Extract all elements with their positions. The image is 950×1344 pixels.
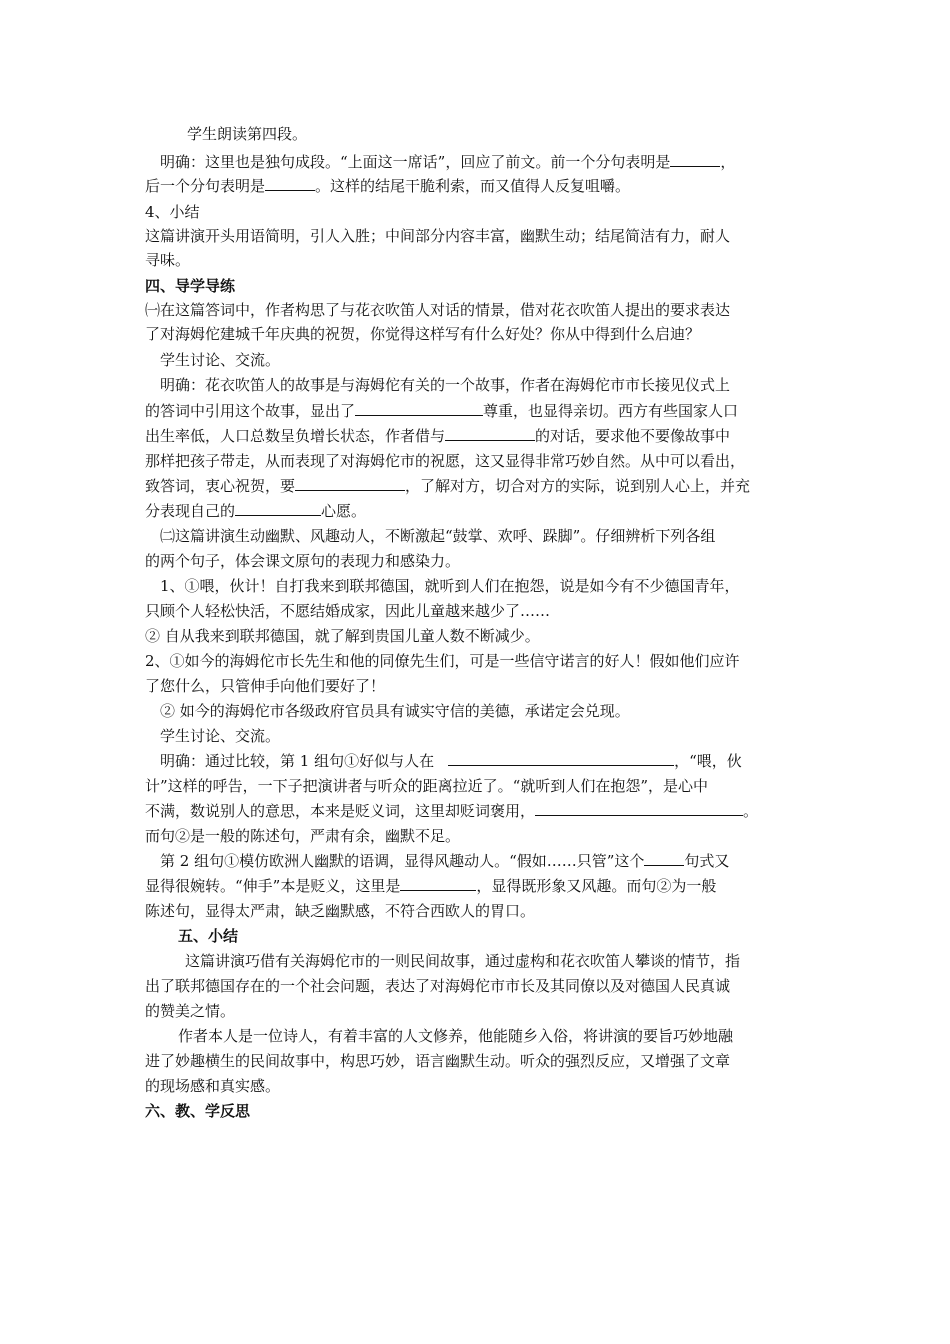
fill-blank xyxy=(400,875,476,891)
text-line: 明确：通过比较，第 1 组句①好似与人在 ，“喂，伙 xyxy=(160,752,742,770)
text-line: 的现场感和真实感。 xyxy=(145,1077,281,1095)
text-line: 学生朗读第四段。 xyxy=(187,125,308,143)
text-line: 不满，数说别人的意思，本来是贬义词，这里却贬词褒用， 。 xyxy=(145,802,759,820)
text-line: 1、①喂，伙计！自打我来到联邦德国，就听到人们在抱怨，说是如今有不少德国青年， xyxy=(160,577,740,595)
text-line: 2、①如今的海姆佗市长先生和他的同僚先生们，可是一些信守诺言的好人！假如他们应许 xyxy=(145,652,740,670)
text-line: 那样把孩子带走，从而表现了对海姆佗市的祝愿，这又显得非常巧妙自然。从中可以看出， xyxy=(145,452,746,470)
section-heading: 五、小结 xyxy=(178,927,239,945)
text-line: 出了联邦德国存在的一个社会问题，表达了对海姆佗市市长及其同僚以及对德国人民真诚 xyxy=(145,977,731,995)
fill-blank xyxy=(535,800,743,816)
text-line: 明确：花衣吹笛人的故事是与海姆佗有关的一个故事，作者在海姆佗市市长接见仪式上 xyxy=(160,376,731,394)
text-line: ㈠在这篇答词中，作者构思了与花衣吹笛人对话的情景，借对花衣吹笛人提出的要求表达 xyxy=(145,301,731,319)
text-line: 的赞美之情。 xyxy=(145,1002,236,1020)
text-line: 只顾个人轻松快活，不愿结婚成家，因此儿童越来越少了…… xyxy=(145,602,551,620)
fill-blank xyxy=(235,500,321,516)
fill-blank xyxy=(445,425,535,441)
text-line: 显得很婉转。“伸手”本是贬义，这里是 ，显得既形象又风趣。而句②为一般 xyxy=(145,877,717,895)
section-heading: 四、导学导练 xyxy=(145,277,236,295)
text-line: 的两个句子，体会课文原句的表现力和感染力。 xyxy=(145,552,461,570)
text-line: 学生讨论、交流。 xyxy=(160,351,281,369)
fill-blank xyxy=(295,475,405,491)
text-line: 而句②是一般的陈述句，严肃有余，幽默不足。 xyxy=(145,827,461,845)
text-line: 致答词，衷心祝贺，要 ，了解对方，切合对方的实际，说到别人心上，并充 xyxy=(145,477,751,495)
text-line: 了您什么，只管伸手向他们要好了！ xyxy=(145,677,386,695)
text-line: 第 2 组句①模仿欧洲人幽默的语调，显得风趣动人。“假如……只管”这个 句式又 xyxy=(160,852,730,870)
text-line: 这篇讲演巧借有关海姆佗市的一则民间故事，通过虚构和花衣吹笛人攀谈的情节，指 xyxy=(185,952,741,970)
fill-blank xyxy=(355,400,483,416)
fill-blank xyxy=(644,850,684,866)
text-line: 4、小结 xyxy=(145,203,200,221)
text-line: 后一个分句表明是 。这样的结尾干脆利索，而又值得人反复咀嚼。 xyxy=(145,177,631,195)
text-line: 分表现自己的 心愿。 xyxy=(145,502,367,520)
section-heading: 六、教、学反思 xyxy=(145,1102,251,1120)
text-line: 这篇讲演开头用语简明，引人入胜；中间部分内容丰富，幽默生动；结尾简洁有力，耐人 xyxy=(145,227,731,245)
text-line: 出生率低，人口总数呈负增长状态，作者借与 的对话，要求他不要像故事中 xyxy=(145,427,731,445)
text-line: 计”这样的呼告，一下子把演讲者与听众的距离拉近了。“就听到人们在抱怨”，是心中 xyxy=(145,777,709,795)
text-line: 学生讨论、交流。 xyxy=(160,727,281,745)
text-line: 了对海姆佗建城千年庆典的祝贺，你觉得这样写有什么好处？你从中得到什么启迪？ xyxy=(145,325,701,343)
fill-blank xyxy=(670,151,720,167)
text-line: ㈡这篇讲演生动幽默、风趣动人，不断激起“鼓掌、欢呼、跺脚”。仔细辨析下列各组 xyxy=(160,527,716,545)
text-line: 进了妙趣横生的民间故事中，构思巧妙，语言幽默生动。听众的强烈反应，又增强了文章 xyxy=(145,1052,731,1070)
text-line: 寻味。 xyxy=(145,251,191,269)
text-line: ② 如今的海姆佗市各级政府官员具有诚实守信的美德，承诺定会兑现。 xyxy=(160,702,630,720)
text-line: ② 自从我来到联邦德国，就了解到贵国儿童人数不断减少。 xyxy=(145,627,540,645)
fill-blank xyxy=(265,175,315,191)
text-line: 的答词中引用这个故事，显出了 尊重，也显得亲切。西方有些国家人口 xyxy=(145,402,739,420)
fill-blank xyxy=(448,750,674,766)
text-line: 作者本人是一位诗人，有着丰富的人文修养，他能随乡入俗，将讲演的要旨巧妙地融 xyxy=(178,1027,734,1045)
text-line: 明确：这里也是独句成段。“上面这一席话”，回应了前文。前一个分句表明是 ， xyxy=(160,153,736,171)
text-line: 陈述句，显得太严肃，缺乏幽默感，不符合西欧人的胃口。 xyxy=(145,902,536,920)
